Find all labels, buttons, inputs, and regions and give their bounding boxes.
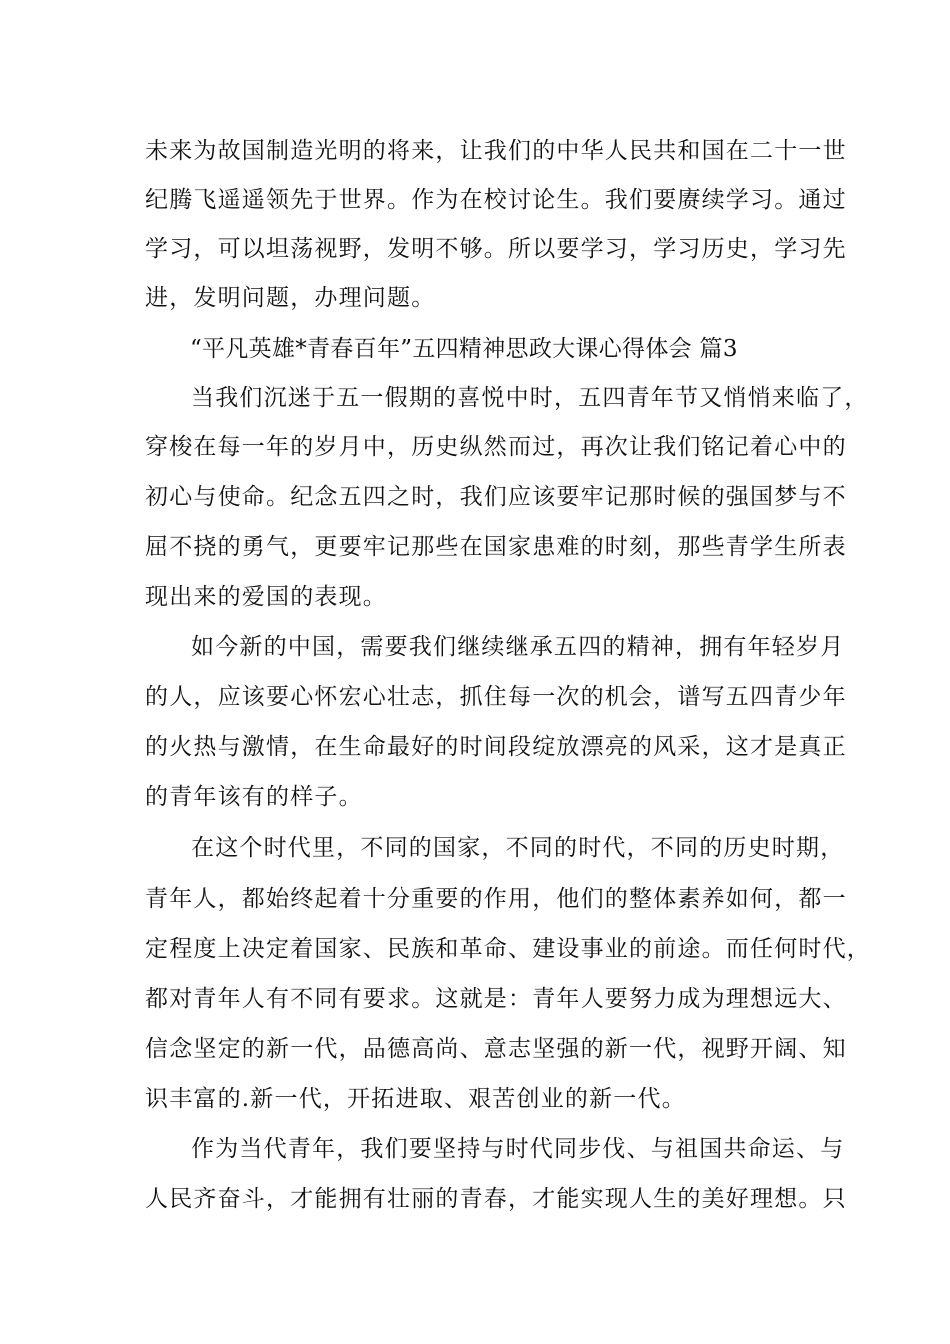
text-line-6: 当我们沉迷于五一假期的喜悦中时，五四青年节又悄悄来临了， [191, 385, 869, 411]
text-line-20: 识丰富的.新一代，开拓进取、艰苦创业的新一代。 [145, 1086, 686, 1112]
text-line-22: 人民齐奋斗，才能拥有壮丽的青春，才能实现人生的美好理想。只 [145, 1186, 847, 1212]
text-line-3: 学习，可以坦荡视野，发明不够。所以要学习，学习历史，学习先 [145, 236, 847, 262]
text-line-13: 的火热与激情，在生命最好的时间段绽放漂亮的风采，这才是真正 [145, 734, 847, 760]
text-line-18: 都对青年人有不同有要求。这就是：青年人要努力成为理想远大、 [145, 986, 847, 1012]
text-line-8: 初心与使命。纪念五四之时，我们应该要牢记那时候的强国梦与不 [145, 484, 847, 510]
text-line-16: 青年人，都始终起着十分重要的作用，他们的整体素养如何，都一 [145, 886, 847, 912]
text-line-1: 未来为故国制造光明的将来，让我们的中华人民共和国在二十一世 [145, 138, 847, 164]
text-line-17: 定程度上决定着国家、民族和革命、建设事业的前途。而任何时代， [145, 936, 871, 962]
section-heading: “平凡英雄*青春百年”五四精神思政大课心得体会 篇3 [190, 336, 738, 362]
text-line-11: 如今新的中国，需要我们继续继承五四的精神，拥有年轻岁月 [191, 634, 845, 660]
text-line-2: 纪腾飞遥遥领先于世界。作为在校讨论生。我们要赓续学习。通过 [145, 187, 847, 213]
text-line-21: 作为当代青年，我们要坚持与时代同步伐、与祖国共命运、与 [191, 1136, 845, 1162]
text-line-15: 在这个时代里，不同的国家，不同的时代，不同的历史时期， [191, 835, 845, 861]
text-line-14: 的青年该有的样子。 [145, 784, 363, 810]
text-line-10: 现出来的爱国的表现。 [145, 584, 387, 610]
text-line-12: 的人，应该要心怀宏心壮志，抓住每一次的机会，谱写五四青少年 [145, 684, 847, 710]
text-line-4: 进，发明问题，办理问题。 [145, 285, 436, 311]
text-line-9: 屈不挠的勇气，更要牢记那些在国家患难的时刻，那些青学生所表 [145, 534, 847, 560]
text-line-19: 信念坚定的新一代，品德高尚、意志坚强的新一代，视野开阔、知 [145, 1036, 847, 1062]
text-line-7: 穿梭在每一年的岁月中，历史纵然而过，再次让我们铭记着心中的 [145, 434, 847, 460]
